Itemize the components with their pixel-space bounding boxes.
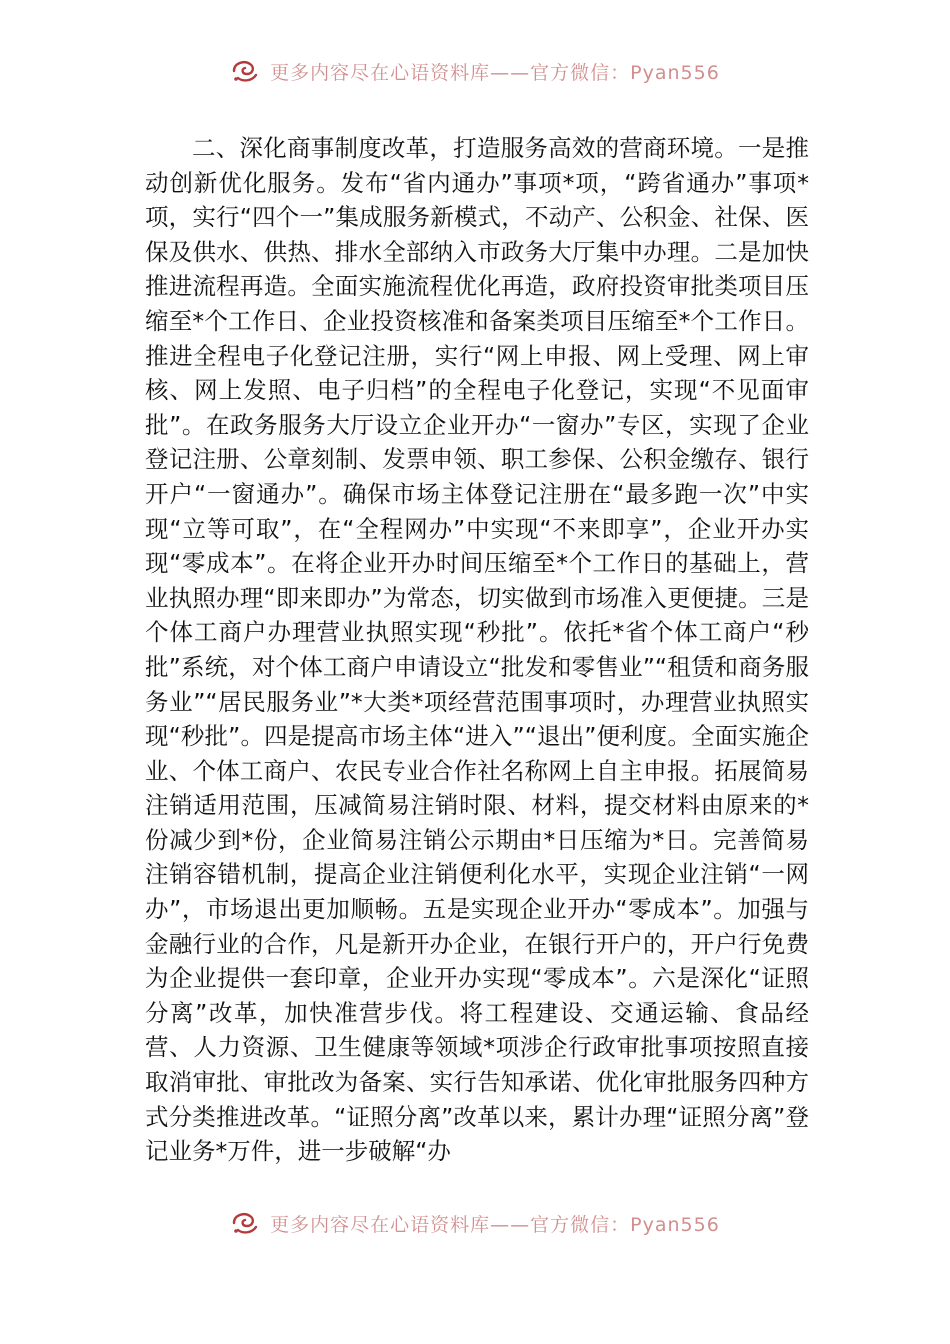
swirl-logo-icon — [230, 58, 260, 84]
swirl-logo-icon — [230, 1210, 260, 1236]
body-paragraph: 二、深化商事制度改革，打造服务高效的营商环境。一是推动创新优化服务。发布“省内通办”事项*项，“跨省通办”事项*项，实行“四个一”集成服务新模式，不动产、公积金、社保、医保及供水、供热、排水全部纳入市政务大厅集中办理。二是加快推进流程再造。全面实施流程优化再造，政府投资审批类项目压缩至*个工作日、企业投资核准和备案类项目压缩至*个工作日。推进全程电子化登记注册，实行“网上申报、网上受理、网上审核、网上发照、电子归档”的全程电子化登记，实现“不见面审批”。在政务服务大厅设立企业开办“一窗办”专区，实现了企业登记注册、公章刻制、发票申领、职工参保、公积金缴存、银行开户“一窗通办”。确保市场主体登记注册在“最多跑一次”中实现“立等可取”，在“全程网办”中实现“不来即享”，企业开办实现“零成本”。在将企业开办时间压缩至*个工作日的基础上，营业执照办理“即来即办”为常态，切实做到市场准入更便捷。三是个体工商户办理营业执照实现“秒批”。依托*省个体工商户“秒批”系统，对个体工商户申请设立“批发和零售业”“租赁和商务服务业”“居民服务业”*大类*项经营范围事项时，办理营业执照实现“秒批”。四是提高市场主体“进入”“退出”便利度。全面实施企业、个体工商户、农民专业合作社名称网上自主申报。拓展简易注销适用范围，压减简易注销时限、材料，提交材料由原来的*份减少到*份，企业简易注销公示期由*日压缩为*日。完善简易注销容错机制，提高企业注销便利化水平，实现企业注销“一网办”，市场退出更加顺畅。五是实现企业开办“零成本”。加强与金融行业的合作，凡是新开办企业，在银行开户的，开户行免费为企业提供一套印章，企业开办实现“零成本”。六是深化“证照分离”改革，加快准营步伐。将工程建设、交通运输、食品经营、人力资源、卫生健康等领域*项涉企行政审批事项按照直接取消审批、审批改为备案、实行告知承诺、优化审批服务四种方式分类推进改革。“证照分离”改革以来，累计办理“证照分离”登记业务*万件，进一步破解“办 — [145, 134, 809, 1166]
watermark-text: 更多内容尽在心语资料库——官方微信：Pyan556 — [270, 61, 720, 84]
footer-watermark — [0, 1206, 950, 1240]
header-watermark — [0, 54, 950, 88]
watermark-text: 更多内容尽在心语资料库——官方微信：Pyan556 — [270, 1213, 720, 1236]
